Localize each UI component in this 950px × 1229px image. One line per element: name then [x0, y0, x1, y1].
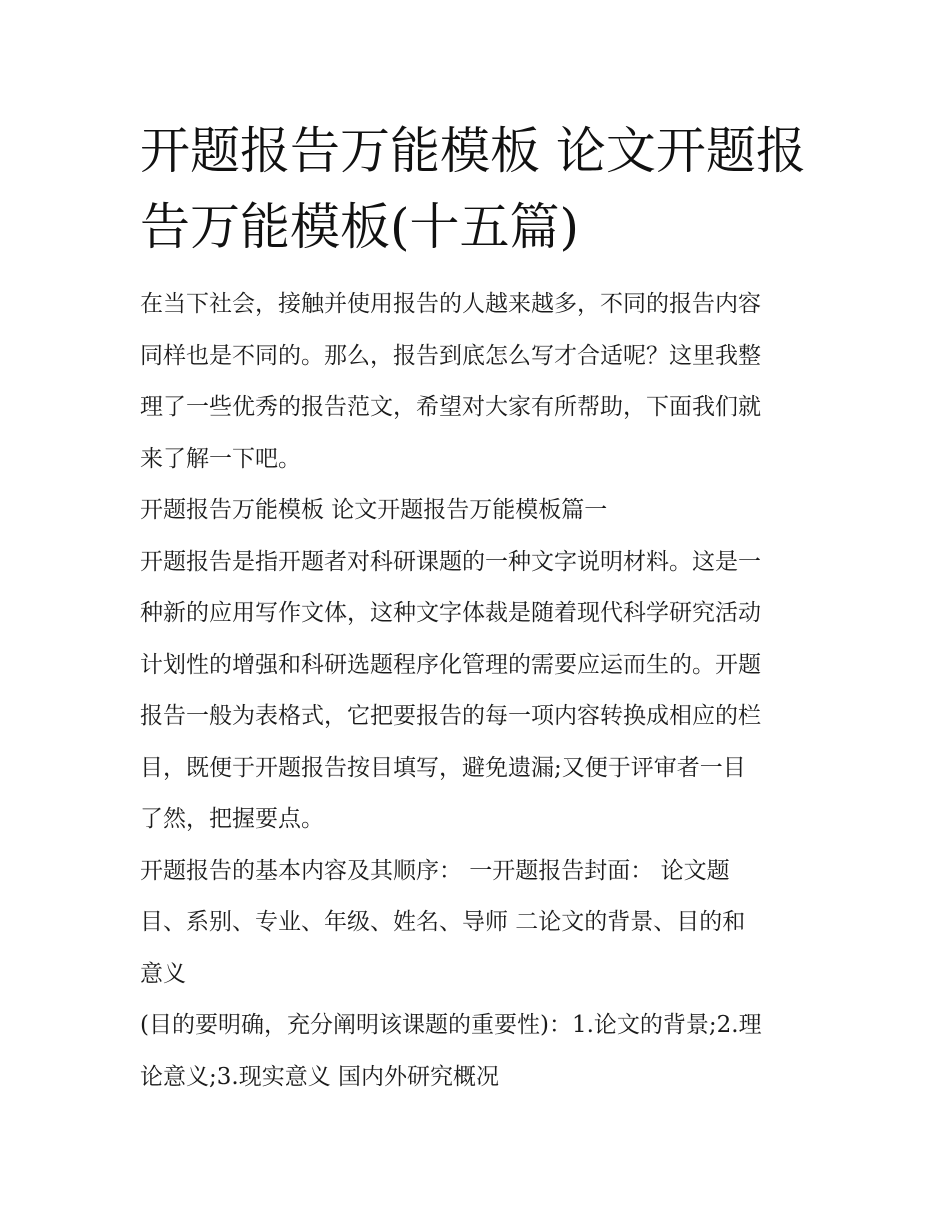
purpose-paragraph [140, 1000, 820, 1103]
title-line: 告万能模板(十五篇) [140, 198, 580, 256]
document-content [140, 113, 820, 1103]
section-heading [140, 485, 820, 537]
text-line: (目的要明确，充分阐明该课题的重要性)：1.论文的背景;2.理 [140, 1012, 762, 1038]
text-line: 目，既便于开题报告按目填写，避免遗漏;又便于评审者一目 [140, 754, 746, 781]
text-line: 论意义;3.现实意义 国内外研究概况 [140, 1063, 500, 1090]
text-line: 在当下社会，接触并使用报告的人越来越多，不同的报告内容 [140, 291, 761, 317]
document-title [140, 113, 820, 265]
text-line: 来了解一下吧。 [140, 445, 301, 472]
text-line: 报告一般为表格式，它把要报告的每一项内容转换成相应的栏 [140, 703, 761, 729]
intro-paragraph [140, 279, 820, 485]
contents-paragraph [140, 846, 820, 1001]
text-line: 同样也是不同的。那么，报告到底怎么写才合适呢？这里我整 [140, 342, 761, 369]
text-line: 计划性的增强和科研选题程序化管理的需要应运而生的。开题 [140, 651, 761, 678]
definition-paragraph [140, 537, 820, 846]
text-line: 开题报告的基本内容及其顺序： 一开题报告封面： 论文题 [140, 857, 730, 884]
text-line: 了然，把握要点。 [140, 806, 324, 832]
text-line: 目、系别、专业、年级、姓名、导师 二论文的背景、目的和 [140, 909, 746, 935]
text-line: 种新的应用写作文体，这种文字体裁是随着现代科学研究活动 [140, 600, 761, 626]
text-line: 理了一些优秀的报告范文，希望对大家有所帮助，下面我们就 [140, 394, 761, 420]
text-line: 意义 [140, 960, 186, 987]
document-body [140, 279, 820, 1103]
text-line: 开题报告是指开题者对科研课题的一种文字说明材料。这是一 [140, 548, 761, 575]
title-line: 开题报告万能模板 论文开题报 [140, 122, 806, 180]
text-line: 开题报告万能模板 论文开题报告万能模板篇一 [140, 497, 608, 523]
